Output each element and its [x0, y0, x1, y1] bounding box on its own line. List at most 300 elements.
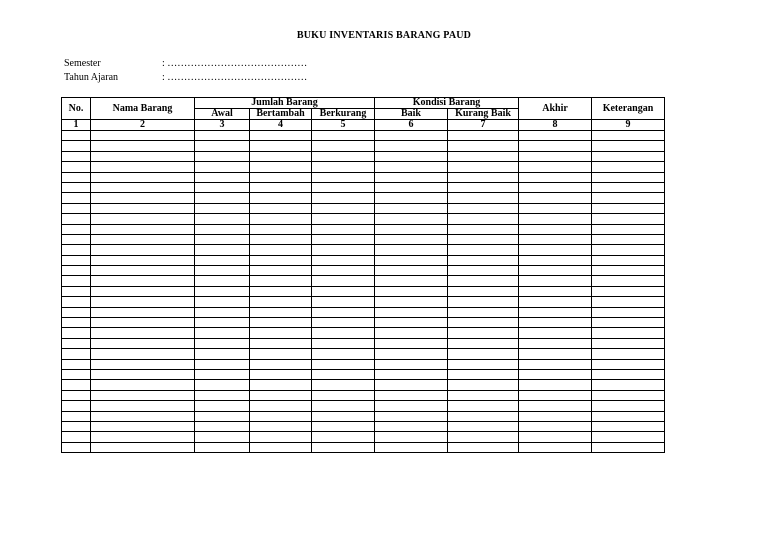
table-row	[62, 401, 665, 411]
empty-cell	[312, 369, 375, 379]
empty-cell	[592, 390, 665, 400]
empty-cell	[312, 193, 375, 203]
empty-cell	[312, 338, 375, 348]
empty-cell	[250, 442, 312, 452]
inventory-body	[62, 131, 665, 453]
empty-cell	[62, 390, 91, 400]
column-number: 3	[195, 120, 250, 131]
table-row	[62, 255, 665, 265]
empty-cell	[250, 401, 312, 411]
empty-cell	[375, 224, 448, 234]
table-row	[62, 349, 665, 359]
empty-cell	[312, 234, 375, 244]
empty-cell	[91, 338, 195, 348]
table-row	[62, 172, 665, 182]
empty-cell	[62, 245, 91, 255]
empty-cell	[91, 328, 195, 338]
empty-cell	[250, 380, 312, 390]
table-row	[62, 141, 665, 151]
empty-cell	[312, 224, 375, 234]
empty-cell	[62, 286, 91, 296]
empty-cell	[592, 214, 665, 224]
empty-cell	[250, 131, 312, 141]
empty-cell	[448, 245, 519, 255]
empty-cell	[250, 411, 312, 421]
empty-cell	[312, 380, 375, 390]
empty-cell	[375, 369, 448, 379]
empty-cell	[592, 162, 665, 172]
empty-cell	[195, 380, 250, 390]
empty-cell	[448, 203, 519, 213]
empty-cell	[375, 338, 448, 348]
empty-cell	[312, 442, 375, 452]
empty-cell	[195, 245, 250, 255]
empty-cell	[62, 318, 91, 328]
empty-cell	[375, 318, 448, 328]
empty-cell	[375, 151, 448, 161]
empty-cell	[62, 182, 91, 192]
empty-cell	[375, 193, 448, 203]
empty-cell	[375, 286, 448, 296]
table-row	[62, 359, 665, 369]
empty-cell	[519, 151, 592, 161]
empty-cell	[312, 390, 375, 400]
empty-cell	[375, 390, 448, 400]
empty-cell	[250, 172, 312, 182]
empty-cell	[195, 297, 250, 307]
empty-cell	[62, 297, 91, 307]
empty-cell	[592, 286, 665, 296]
empty-cell	[519, 297, 592, 307]
empty-cell	[195, 421, 250, 431]
empty-cell	[250, 193, 312, 203]
empty-cell	[91, 131, 195, 141]
empty-cell	[250, 369, 312, 379]
empty-cell	[250, 182, 312, 192]
empty-cell	[91, 224, 195, 234]
empty-cell	[312, 421, 375, 431]
empty-cell	[375, 214, 448, 224]
empty-cell	[448, 369, 519, 379]
empty-cell	[592, 172, 665, 182]
empty-cell	[519, 224, 592, 234]
empty-cell	[519, 390, 592, 400]
empty-cell	[519, 276, 592, 286]
table-row	[62, 318, 665, 328]
empty-cell	[519, 234, 592, 244]
empty-cell	[519, 172, 592, 182]
empty-cell	[91, 442, 195, 452]
empty-cell	[312, 131, 375, 141]
empty-cell	[250, 141, 312, 151]
empty-cell	[592, 234, 665, 244]
column-number: 5	[312, 120, 375, 131]
empty-cell	[519, 182, 592, 192]
empty-cell	[375, 349, 448, 359]
empty-cell	[448, 297, 519, 307]
table-row	[62, 390, 665, 400]
empty-cell	[91, 421, 195, 431]
empty-cell	[62, 442, 91, 452]
empty-cell	[312, 172, 375, 182]
empty-cell	[91, 245, 195, 255]
table-row	[62, 224, 665, 234]
empty-cell	[375, 131, 448, 141]
empty-cell	[250, 286, 312, 296]
header-keterangan: Keterangan	[592, 98, 665, 120]
header-awal: Awal	[195, 109, 250, 120]
empty-cell	[448, 380, 519, 390]
column-number: 9	[592, 120, 665, 131]
empty-cell	[62, 131, 91, 141]
empty-cell	[195, 131, 250, 141]
empty-cell	[62, 193, 91, 203]
table-row	[62, 162, 665, 172]
empty-cell	[312, 214, 375, 224]
empty-cell	[592, 421, 665, 431]
empty-cell	[91, 255, 195, 265]
tahun-ajaran-field	[64, 72, 307, 83]
empty-cell	[592, 380, 665, 390]
empty-cell	[592, 411, 665, 421]
empty-cell	[62, 307, 91, 317]
empty-cell	[91, 266, 195, 276]
table-row	[62, 234, 665, 244]
empty-cell	[62, 359, 91, 369]
empty-cell	[375, 401, 448, 411]
empty-cell	[62, 411, 91, 421]
empty-cell	[91, 172, 195, 182]
empty-cell	[91, 276, 195, 286]
empty-cell	[195, 338, 250, 348]
empty-cell	[519, 359, 592, 369]
empty-cell	[250, 359, 312, 369]
empty-cell	[312, 182, 375, 192]
empty-cell	[91, 390, 195, 400]
empty-cell	[375, 359, 448, 369]
empty-cell	[592, 276, 665, 286]
column-number: 6	[375, 120, 448, 131]
empty-cell	[62, 203, 91, 213]
empty-cell	[91, 214, 195, 224]
empty-cell	[91, 141, 195, 151]
table-row	[62, 151, 665, 161]
empty-cell	[250, 266, 312, 276]
empty-cell	[312, 318, 375, 328]
empty-cell	[519, 432, 592, 442]
empty-cell	[195, 307, 250, 317]
empty-cell	[91, 432, 195, 442]
empty-cell	[375, 380, 448, 390]
empty-cell	[250, 318, 312, 328]
empty-cell	[250, 307, 312, 317]
header-baik: Baik	[375, 109, 448, 120]
empty-cell	[250, 203, 312, 213]
empty-cell	[519, 245, 592, 255]
empty-cell	[250, 162, 312, 172]
table-row	[62, 245, 665, 255]
empty-cell	[312, 266, 375, 276]
empty-cell	[375, 442, 448, 452]
empty-cell	[375, 266, 448, 276]
empty-cell	[312, 328, 375, 338]
empty-cell	[91, 193, 195, 203]
tahun-ajaran-value: : ……………………………………	[162, 72, 308, 83]
empty-cell	[250, 338, 312, 348]
empty-cell	[195, 172, 250, 182]
empty-cell	[448, 162, 519, 172]
empty-cell	[195, 359, 250, 369]
empty-cell	[91, 162, 195, 172]
empty-cell	[592, 255, 665, 265]
empty-cell	[592, 141, 665, 151]
empty-cell	[195, 214, 250, 224]
empty-cell	[195, 224, 250, 234]
empty-cell	[592, 328, 665, 338]
empty-cell	[592, 432, 665, 442]
empty-cell	[592, 224, 665, 234]
table-row	[62, 421, 665, 431]
empty-cell	[448, 193, 519, 203]
empty-cell	[519, 421, 592, 431]
empty-cell	[592, 203, 665, 213]
empty-cell	[62, 162, 91, 172]
empty-cell	[62, 338, 91, 348]
empty-cell	[448, 401, 519, 411]
empty-cell	[519, 349, 592, 359]
empty-cell	[91, 234, 195, 244]
empty-cell	[375, 203, 448, 213]
empty-cell	[312, 349, 375, 359]
column-number: 2	[91, 120, 195, 131]
empty-cell	[195, 390, 250, 400]
empty-cell	[195, 266, 250, 276]
empty-cell	[250, 151, 312, 161]
empty-cell	[62, 172, 91, 182]
empty-cell	[519, 266, 592, 276]
empty-cell	[375, 182, 448, 192]
empty-cell	[62, 151, 91, 161]
empty-cell	[312, 203, 375, 213]
empty-cell	[448, 255, 519, 265]
empty-cell	[448, 141, 519, 151]
empty-cell	[91, 349, 195, 359]
empty-cell	[195, 369, 250, 379]
empty-cell	[62, 234, 91, 244]
empty-cell	[375, 421, 448, 431]
empty-cell	[62, 369, 91, 379]
empty-cell	[195, 318, 250, 328]
empty-cell	[91, 369, 195, 379]
empty-cell	[250, 245, 312, 255]
empty-cell	[195, 349, 250, 359]
header-no: No.	[62, 98, 91, 120]
empty-cell	[62, 224, 91, 234]
empty-cell	[62, 380, 91, 390]
table-row	[62, 307, 665, 317]
empty-cell	[312, 245, 375, 255]
empty-cell	[592, 245, 665, 255]
empty-cell	[448, 432, 519, 442]
empty-cell	[195, 162, 250, 172]
empty-cell	[448, 359, 519, 369]
empty-cell	[448, 234, 519, 244]
empty-cell	[250, 276, 312, 286]
empty-cell	[195, 411, 250, 421]
column-number: 1	[62, 120, 91, 131]
empty-cell	[91, 286, 195, 296]
empty-cell	[375, 162, 448, 172]
empty-cell	[91, 359, 195, 369]
empty-cell	[519, 214, 592, 224]
empty-cell	[448, 421, 519, 431]
empty-cell	[250, 349, 312, 359]
table-row	[62, 411, 665, 421]
table-row	[62, 182, 665, 192]
empty-cell	[312, 151, 375, 161]
semester-field	[64, 58, 307, 69]
empty-cell	[592, 266, 665, 276]
empty-cell	[519, 380, 592, 390]
empty-cell	[592, 369, 665, 379]
table-row	[62, 442, 665, 452]
empty-cell	[312, 411, 375, 421]
empty-cell	[250, 224, 312, 234]
empty-cell	[195, 255, 250, 265]
empty-cell	[195, 432, 250, 442]
empty-cell	[448, 151, 519, 161]
empty-cell	[195, 276, 250, 286]
empty-cell	[250, 214, 312, 224]
column-number-row	[62, 120, 665, 131]
empty-cell	[375, 141, 448, 151]
empty-cell	[312, 276, 375, 286]
header-kondisi-barang: Kondisi Barang	[375, 98, 519, 109]
empty-cell	[448, 224, 519, 234]
empty-cell	[519, 411, 592, 421]
column-number: 7	[448, 120, 519, 131]
empty-cell	[375, 411, 448, 421]
empty-cell	[312, 307, 375, 317]
table-row	[62, 266, 665, 276]
empty-cell	[519, 131, 592, 141]
empty-cell	[448, 276, 519, 286]
empty-cell	[448, 318, 519, 328]
empty-cell	[375, 245, 448, 255]
empty-cell	[62, 401, 91, 411]
empty-cell	[91, 203, 195, 213]
empty-cell	[592, 318, 665, 328]
empty-cell	[62, 276, 91, 286]
empty-cell	[312, 286, 375, 296]
empty-cell	[375, 255, 448, 265]
empty-cell	[195, 234, 250, 244]
empty-cell	[448, 286, 519, 296]
empty-cell	[250, 234, 312, 244]
empty-cell	[592, 193, 665, 203]
empty-cell	[62, 266, 91, 276]
empty-cell	[448, 390, 519, 400]
empty-cell	[592, 131, 665, 141]
table-row	[62, 328, 665, 338]
empty-cell	[519, 328, 592, 338]
empty-cell	[62, 328, 91, 338]
empty-cell	[195, 401, 250, 411]
empty-cell	[519, 193, 592, 203]
empty-cell	[250, 421, 312, 431]
empty-cell	[62, 214, 91, 224]
semester-label: Semester	[64, 58, 101, 69]
empty-cell	[375, 172, 448, 182]
table-row	[62, 193, 665, 203]
column-number: 8	[519, 120, 592, 131]
empty-cell	[250, 390, 312, 400]
empty-cell	[312, 162, 375, 172]
empty-cell	[312, 401, 375, 411]
empty-cell	[195, 328, 250, 338]
empty-cell	[250, 328, 312, 338]
empty-cell	[519, 162, 592, 172]
empty-cell	[448, 172, 519, 182]
empty-cell	[519, 203, 592, 213]
empty-cell	[448, 349, 519, 359]
empty-cell	[592, 359, 665, 369]
empty-cell	[195, 286, 250, 296]
empty-cell	[62, 432, 91, 442]
empty-cell	[592, 442, 665, 452]
header-nama-barang: Nama Barang	[91, 98, 195, 120]
empty-cell	[91, 151, 195, 161]
empty-cell	[592, 401, 665, 411]
empty-cell	[519, 442, 592, 452]
empty-cell	[195, 141, 250, 151]
empty-cell	[312, 297, 375, 307]
empty-cell	[312, 255, 375, 265]
empty-cell	[592, 307, 665, 317]
empty-cell	[375, 297, 448, 307]
empty-cell	[519, 141, 592, 151]
empty-cell	[375, 328, 448, 338]
empty-cell	[91, 307, 195, 317]
header-berkurang: Berkurang	[312, 109, 375, 120]
empty-cell	[448, 442, 519, 452]
empty-cell	[375, 234, 448, 244]
empty-cell	[592, 349, 665, 359]
empty-cell	[448, 131, 519, 141]
empty-cell	[519, 369, 592, 379]
empty-cell	[592, 151, 665, 161]
header-bertambah: Bertambah	[250, 109, 312, 120]
empty-cell	[448, 307, 519, 317]
column-number: 4	[250, 120, 312, 131]
empty-cell	[91, 182, 195, 192]
empty-cell	[195, 182, 250, 192]
header-akhir: Akhir	[519, 98, 592, 120]
table-row	[62, 214, 665, 224]
empty-cell	[519, 307, 592, 317]
empty-cell	[312, 432, 375, 442]
empty-cell	[592, 297, 665, 307]
empty-cell	[592, 182, 665, 192]
empty-cell	[519, 318, 592, 328]
empty-cell	[519, 338, 592, 348]
empty-cell	[91, 297, 195, 307]
table-row	[62, 432, 665, 442]
inventory-table	[61, 97, 665, 453]
empty-cell	[448, 214, 519, 224]
empty-cell	[62, 421, 91, 431]
empty-cell	[519, 401, 592, 411]
